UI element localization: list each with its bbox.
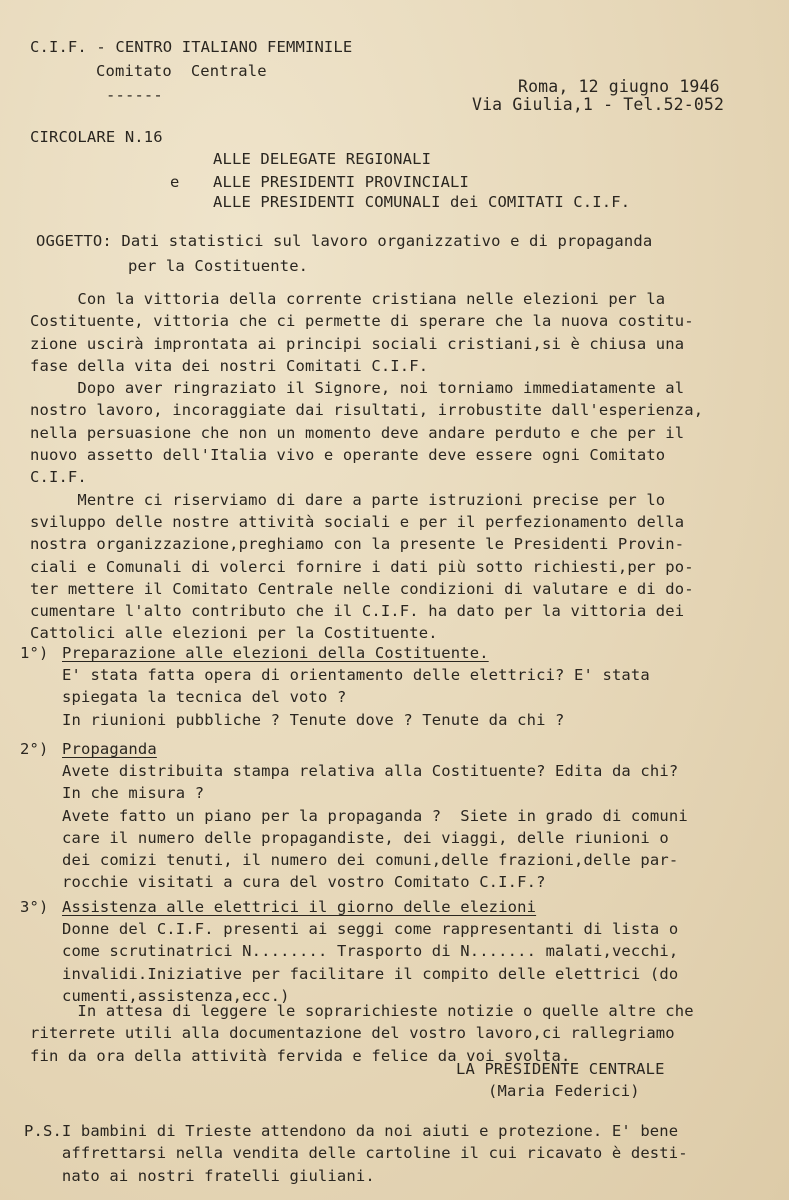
signature-name: (Maria Federici) [488, 1082, 640, 1100]
postscript-line: affrettarsi nella vendita delle cartoline il cui ricavato è desti- [24, 1144, 688, 1163]
section-3-body [62, 918, 678, 1007]
body-line: cumentare l'alto contributo che il C.I.F. ha dato per la vittoria dei [30, 602, 685, 621]
body-line: ciali e Comunali di volerci fornire i dati più sotto richiesti,per po- [30, 557, 694, 576]
body-line: nostro lavoro, incoraggiate dai risultati, irrobustite dall'esperienza, [30, 401, 704, 420]
organization-name: C.I.F. - CENTRO ITALIANO FEMMINILE [30, 38, 353, 56]
section-line: In riunioni pubbliche ? Tenute dove ? Tenute da chi ? [62, 710, 565, 729]
closing-text [30, 1000, 694, 1067]
body-line: zione uscirà improntata ai principi sociali cristiani,si è chiusa una [30, 334, 685, 353]
section-2-number: 2°) [20, 740, 49, 758]
address-line: Via Giulia,1 - Tel.52-052 [472, 95, 725, 114]
body-line: Costituente, vittoria che ci permette di sperare che la nuova costitu- [30, 312, 694, 331]
body-line: nuovo assetto dell'Italia vivo e operante deve essere ogni Comitato [30, 446, 666, 465]
body-line: fase della vita dei nostri Comitati C.I.F. [30, 356, 429, 375]
section-1-number: 1°) [20, 644, 49, 662]
recipient-conjunction: e [170, 173, 180, 191]
section-line: Donne del C.I.F. presenti ai seggi come rappresentanti di lista o [62, 920, 679, 938]
section-line: dei comizi tenuti, il numero dei comuni,delle frazioni,delle par- [62, 851, 679, 870]
date-line: Roma, 12 giugno 1946 [518, 77, 720, 96]
signature-title: LA PRESIDENTE CENTRALE [456, 1060, 665, 1078]
section-line: Avete distribuita stampa relativa alla Costituente? Edita da chi? [62, 762, 679, 780]
section-line: cumenti,assistenza,ecc.) [62, 986, 290, 1005]
body-text [30, 288, 703, 645]
body-line: sviluppo delle nostre attività sociali e per il perfezionamento della [30, 512, 685, 531]
body-line: Cattolici alle elezioni per la Costituente. [30, 624, 438, 643]
section-3-number: 3°) [20, 898, 49, 916]
section-line: invalidi.Iniziative per facilitare il compito delle elettrici (do [62, 964, 679, 983]
body-line: Dopo aver ringraziato il Signore, noi torniamo immediatamente al [30, 379, 685, 398]
postscript [24, 1120, 688, 1187]
postscript-line: nato ai nostri fratelli giuliani. [24, 1166, 375, 1185]
body-line: C.I.F. [30, 468, 87, 487]
subject-line-1: OGGETTO: Dati statistici sul lavoro organizzativo e di propaganda [36, 232, 653, 250]
section-line: In che misura ? [62, 784, 205, 803]
circular-number: CIRCOLARE N.16 [30, 128, 163, 146]
section-line: E' stata fatta opera di orientamento delle elettrici? E' stata [62, 666, 650, 684]
closing-line: In attesa di leggere le soprarichieste notizie o quelle altre che [30, 1002, 694, 1020]
subject-line-2: per la Costituente. [128, 257, 309, 275]
closing-line: riterrete utili alla documentazione del vostro lavoro,ci rallegriamo [30, 1024, 675, 1043]
body-line: nostra organizzazione,preghiamo con la presente le Presidenti Provin- [30, 535, 685, 554]
recipient-regional: ALLE DELEGATE REGIONALI [213, 150, 432, 168]
section-2-body [62, 760, 688, 894]
postscript-line: P.S.I bambini di Trieste attendono da noi aiuti e protezione. E' bene [24, 1122, 679, 1140]
body-line: Con la vittoria della corrente cristiana nelle elezioni per la [30, 290, 666, 308]
header-dashes: ------ [106, 86, 163, 104]
section-line: rocchie visitati a cura del vostro Comitato C.I.F.? [62, 873, 546, 892]
body-line: Mentre ci riserviamo di dare a parte istruzioni precise per lo [30, 490, 666, 509]
section-line: Avete fatto un piano per la propaganda ? Siete in grado di comuni [62, 806, 688, 825]
section-3-title: Assistenza alle elettrici il giorno delle elezioni [62, 898, 537, 916]
closing-line: fin da ora della attività fervida e felice da voi svolta. [30, 1046, 571, 1065]
section-line: come scrutinatrici N........ Trasporto di N....... malati,vecchi, [62, 942, 679, 961]
body-line: nella persuasione che non un momento deve andare perduto e che per il [30, 423, 685, 442]
section-line: spiegata la tecnica del voto ? [62, 688, 347, 707]
recipient-communal: ALLE PRESIDENTI COMUNALI dei COMITATI C.I.F. [213, 193, 631, 211]
recipient-provincial: ALLE PRESIDENTI PROVINCIALI [213, 173, 470, 191]
section-1-title: Preparazione alle elezioni della Costituente. [62, 644, 489, 662]
committee-name: Comitato Centrale [96, 62, 267, 80]
body-line: ter mettere il Comitato Centrale nelle condizioni di valutare e di do- [30, 579, 694, 598]
section-1-body [62, 664, 650, 731]
section-line: care il numero delle propagandiste, dei viaggi, delle riunioni o [62, 828, 669, 847]
section-2-title: Propaganda [62, 740, 157, 758]
